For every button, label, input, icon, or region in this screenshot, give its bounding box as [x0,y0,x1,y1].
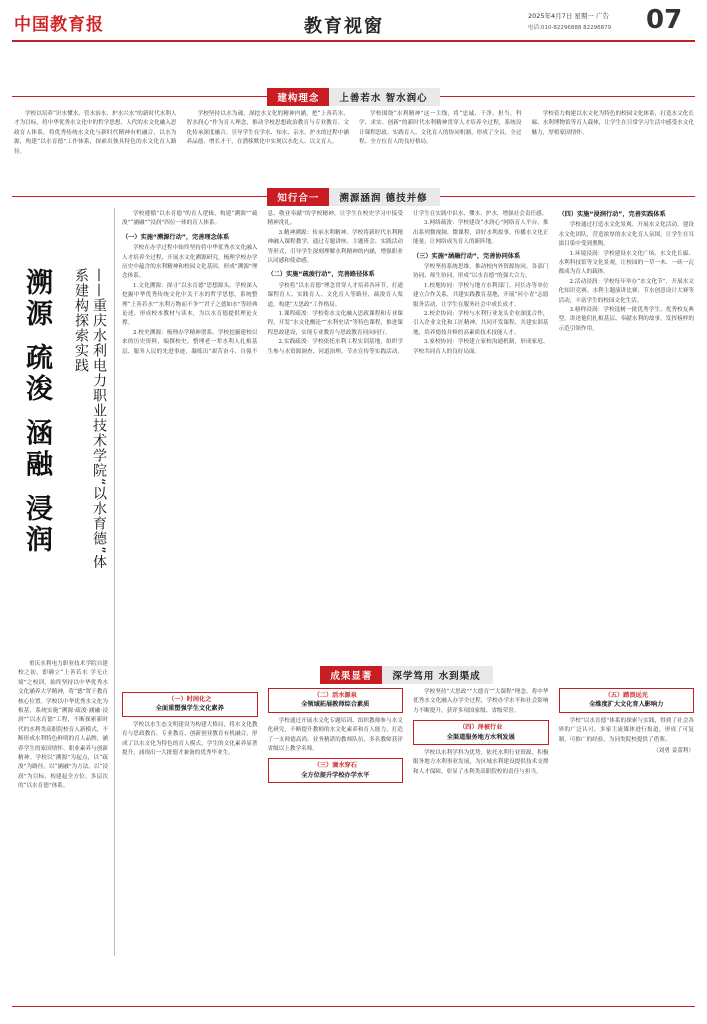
paragraph: 1.课程疏浚：学校将水文化融入思政课程和专业课程，开发“水文化概论”“水利史话”等特色课程，推进课程思政建设，实现专业教育与思政教育同向同行。 [267,311,403,336]
contact-phone: 电话:010-82296888 82296879 [528,25,612,31]
card-number: （三）滴水穿石 [313,762,357,770]
card-heading: 全面重塑强学生文化素养 [155,705,224,713]
paragraph: 学校坚持系统思维，推动校内外资源协同、各部门协同、师生协同，形成“以水育德”的强大合力。 [413,264,549,280]
result-card-title [559,688,695,713]
banner-slogan: 深学笃用 水到渠成 [382,666,492,684]
section-banner-2 [0,188,707,205]
banner-label: 成果显著 [320,666,382,684]
paragraph: 学校通过打造水文化景观、开展水文化活动、建设水文化团队，营造浓厚的水文化育人氛围，让学生在耳濡目染中受到熏陶。 [558,222,694,248]
intro-text [14,110,694,184]
result-card-title [413,720,549,745]
paragraph: 学校以培养“识水懂水、管水治水、护水兴水”的新时代水利人才为目标，将中华优秀水文化中的哲学思想、人代的水文化融入思政育人体系，将优秀传统水文化与新时代精神有机融合，以水为源，构建“以水育德”工作体系，探索出独具特色的水文化育人路径。 [14,111,177,155]
section-heading: （二）实施“疏浚行动”，完善路径体系 [267,271,375,279]
issue-date: 2025年4月7日 星期一 广告 [528,12,609,20]
paragraph: 3.精神溯源：传承水利精神。学校将新时代水利精神融入课程教学，通过专题讲座、主题班会、实践活动等形式，引导学生深刻理解水利精神的内涵，增强职业认同感和使命感。 [267,229,403,265]
paragraph: 1.校地协同：学校与地方水利部门、河长办等单位建立合作关系，共建实践教育基地，开展“河小青”志愿服务活动，让学生在服务社会中成长成才。 [413,282,549,308]
section-banner-3 [118,666,695,683]
paragraph: 2.活动浸润：学校每年举办“水文化节”，开展水文化知识竞赛、水利主题演讲比赛、节水创意设计大赛等活动，丰富学生的校园文化生活。 [558,278,694,304]
lead-paragraph: 学校遵循“以水育德”的育人逻辑，构建“溯源”“疏浚”“涵融”“浸润”四位一体的育人体系。 [122,211,258,227]
section-banner-1 [0,88,707,105]
banner-label: 知行合一 [267,188,329,206]
result-card-title [268,688,404,713]
page-number: 07 [646,5,683,35]
paragraph: 学校以水利学科为优势，依托水利行业资源，积极服务地方水利事业发展，为区域水利建设提供技术支撑和人才保障，彰显了水利类高职院校的责任与担当。 [413,750,549,775]
paragraph: 学校围绕“水利精神”这一主线，将“忠诚、干净、担当，科学、求实、创新”的新时代水利精神贯穿人才培养全过程，系统设计课程思政、实践育人、文化育人的协同机制，形成了全员、全过程、全方位育人的良好格局。 [359,111,522,146]
paragraph: 学校以水生态文明建设为构建大格局，将水文化教育与思政教育、专业教育、创新创业教育有机融合，形成了以水文化为特色的育人模式，学生的文化素养显著提升，涌现出一大批德才兼备的优秀毕业生。 [122,721,258,757]
section-heading: （一）实施“溯源行动”，完善理念体系 [122,233,230,241]
author-byline: （刘勇 姜蕾利） [653,748,694,755]
card-number: （一）时间化之 [168,696,212,703]
results-text [122,688,694,1000]
paragraph: 重庆水利电力职业技术学院自建校之初，即确立“上善若水 学无止境”之校训，始终坚持以中华优秀水文化涵养大学精神，将“德”置于教育核心位置。学校以中华优秀水文化为根基，系统实施“溯源·疏浚·涵融·浸润”“以水育德”工程，不断探索新时代的水利类高职院校育人新模式，不断形成水利特色鲜明的育人品牌，涵养学生的家国情怀、职业素养与创新精神。学校以“溯源”为起点，以“疏浚”为路径，以“涵融”为方法，以“浸润”为目标，构建起全方位、多层次的“以水育德”体系。 [18,661,108,790]
masthead [0,0,707,44]
bottom-rule [12,1006,695,1007]
banner-slogan: 溯源涵润 德技并修 [329,188,439,206]
card-heading: 全维度扩大文化育人影响力 [589,701,664,709]
paragraph: 3.家校协同：学校建立家校沟通机制，形成家庭、学校共同育人的良好局面。 [413,339,549,355]
paragraph: 学校坚持“大思政”“大德育”“大课程”理念，将中华优秀水文化融入办学全过程，学校办学水平和社会影响力不断提升，获评多项国家级、省级荣誉。 [413,689,549,714]
section-title: 教育视窗 [304,16,384,37]
paragraph: 学校在办学过程中始终坚持将中华优秀水文化融入人才培养全过程，开展水文化溯源研究，梳理学校办学历史中蕴含的水利精神和校园文化基因，形成“溯源”理念体系。 [122,245,258,280]
paragraph: 学校将“以水育德”理念贯穿人才培养各环节，打通课程育人、实践育人、文化育人等路径，疏浚育人渠道，构建“大思政”工作格局。 [267,282,403,308]
column-divider [114,208,115,956]
paragraph: 3.榜样浸润：学校选树一批优秀学生、优秀校友典型，讲述他们扎根基层、奉献水利的故事，发挥榜样的示范引领作用。 [558,307,694,332]
paragraph: 学校通过开展水文化专题培训、组织教师参与水文化研究，不断提升教师的水文化素养和育人能力，打造了一支师德高尚、业务精湛的教师队伍，多名教师获评省级以上教学名师。 [267,717,403,753]
result-card-title [268,758,404,783]
card-heading: 全方位提升学校办学水平 [301,771,370,779]
left-column-text [18,660,108,950]
paragraph: 2.校企协同：学校与水利行业龙头企业深度合作，引入企业文化和工匠精神，共同开发课程、共建实训基地，培养德技并修的高素质技术技能人才。 [413,311,549,336]
subheadline: ——重庆水利电力职业技术学院“以水育德”体系建构探索实践 [73,268,107,570]
section-heading: （四）实施“浸润行动”，完善实践体系 [558,211,666,218]
paragraph: 1.环境浸润：学校建设水文化广场、水文化长廊、水利科技馆等文化景观，让校园的一草一木、一砖一瓦都成为育人的载体。 [558,250,694,276]
result-card-title [122,692,258,717]
card-number: （二）活水源泉 [313,692,357,699]
banner-slogan: 上善若水 智水润心 [329,88,439,106]
paragraph: 学校坚持以水为魂，深挖水文化的精神内涵，把“上善若水、智水润心”作为育人理念，推动学校思想政治教育与专业教育、文化传承深度融合。引导学生在学水、知水、亲水、护水的过程中涵养品德、增长才干，在潜移默化中实现以水化人、以文育人。 [186,111,349,146]
card-number: （四）泽被行业 [459,724,503,732]
paragraph: 2.实践疏浚：学校依托水利工程实训基地，组织学生参与水资源调查、河道治理、节水宣传等实践活动，让学生在实践中识水、懂水、护水，增强社会责任感。 [267,211,548,355]
section-heading: （三）实施“涵融行动”，完善协同体系 [413,252,521,260]
paragraph: 学校“以水育德”体系的探索与实践，得到了社会各界的广泛认可，多家主流媒体进行报道，形成了可复制、可推广的经验，为同类院校提供了借鉴。 [558,717,694,743]
headline: 溯源 疏浚 涵融 浸润 [21,268,52,557]
top-rule [12,40,695,42]
paragraph: 3.网络疏浚：学校建设“水润心”网络育人平台，推出系列微视频、微课程，讲好水利故事，传播水文化正能量，让网络成为育人的新阵地。 [413,220,549,246]
paragraph: 1.文化溯源：探寻“以水育德”思想源头。学校深入挖掘中华优秀传统文化中关于水的哲学思想，系统整理“上善若水”“水利万物而不争”“君子之德如水”等经典论述，形成校本教材与读本，为以水育德提供理论支撑。 [122,282,258,327]
banner-label: 建构理念 [267,88,329,106]
newspaper-logo: 中国教育报 [14,15,104,35]
card-number: （五）踏浪远光 [604,692,648,699]
card-heading: 全领域拓展教师综合素质 [301,701,370,709]
paragraph: 2.校史溯源：梳理办学精神谱系。学校挖掘建校以来的历史资料，编撰校史，整理老一辈水利人扎根基层、服务人民的先进事迹，凝练出“艰苦奋斗、自强不息、敬业奉献”的学校精神，让学生在校史学习中接受精神洗礼。 [122,211,403,355]
card-heading: 全渠道服务地方水利发展 [446,733,515,741]
feature-title [18,268,108,578]
paragraph: 学校着力构建以水文化为特色的校园文化体系，打造水文化长廊、水利博物馆等育人载体，让学生在日常学习生活中感受水文化魅力，厚植家国情怀。 [531,111,694,136]
